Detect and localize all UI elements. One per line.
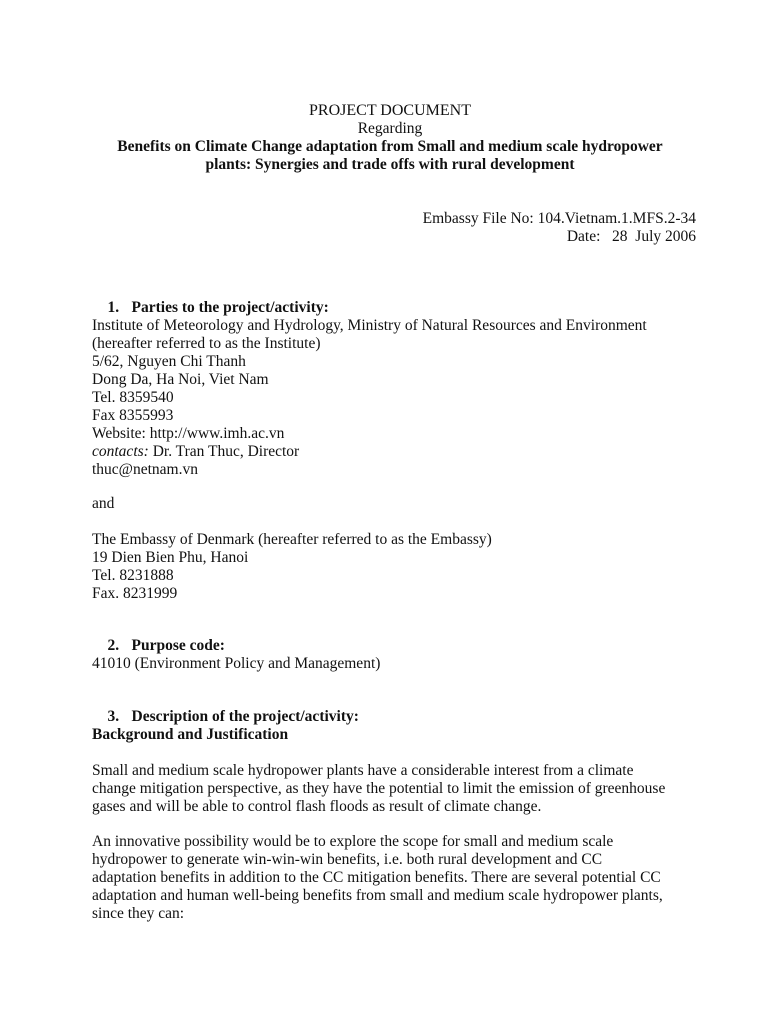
party-1-name: Institute of Meteorology and Hydrology, Ministry of Natural Resources and Environment <box>92 317 647 334</box>
regarding-label: Regarding <box>357 120 423 137</box>
document-title-block <box>60 102 720 174</box>
party-1-address-1: 5/62, Nguyen Chi Thanh <box>92 353 246 370</box>
background-paragraph-2 <box>92 833 702 923</box>
paragraph-line: An innovative possibility would be to explore the scope for small and medium scale <box>92 833 614 850</box>
party-1-email: thuc@netnam.vn <box>92 461 198 478</box>
background-subheading: Background and Justification <box>92 726 289 743</box>
purpose-code-block <box>92 655 712 673</box>
paragraph-line: since they can: <box>92 905 185 922</box>
contacts-label: contacts: <box>92 443 149 460</box>
document-title-line-2: plants: Synergies and trade offs with rural development <box>205 156 575 173</box>
contacts-value: Dr. Tran Thuc, Director <box>148 443 300 460</box>
paragraph-line: Small and medium scale hydropower plants have a considerable interest from a climate <box>92 762 634 779</box>
paragraph-line: hydropower to generate win-win-win benefits, i.e. both rural development and CC <box>92 851 603 868</box>
party-2-fax: Fax. 8231999 <box>92 585 178 602</box>
section-3-title: Description of the project/activity: <box>131 708 359 725</box>
background-paragraph-1 <box>92 762 702 816</box>
party-2-tel: Tel. 8231888 <box>92 567 174 584</box>
document-title-line-1: Benefits on Climate Change adaptation from Small and medium scale hydropower <box>117 138 663 155</box>
document-type: PROJECT DOCUMENT <box>309 102 471 119</box>
section-3-number: 3. <box>107 708 120 725</box>
paragraph-line: gases and will be able to control flash floods as result of climate change. <box>92 798 542 815</box>
paragraph-line: adaptation and human well-being benefits from small and medium scale hydropower plants, <box>92 887 663 904</box>
section-1-title: Parties to the project/activity: <box>131 299 329 316</box>
document-date: Date: 28 July 2006 <box>566 228 696 245</box>
paragraph-line: adaptation benefits in addition to the CC mitigation benefits. There are several potential CC <box>92 869 661 886</box>
party-1-tel: Tel. 8359540 <box>92 389 174 406</box>
party-1-website: Website: http://www.imh.ac.vn <box>92 425 285 442</box>
party-2-name: The Embassy of Denmark (hereafter referred to as the Embassy) <box>92 531 492 548</box>
section-1-number: 1. <box>107 299 120 316</box>
party-1-fax: Fax 8355993 <box>92 407 174 424</box>
party-2-block <box>92 531 712 603</box>
party-1-address-2: Dong Da, Ha Noi, Viet Nam <box>92 371 269 388</box>
party-1-alias: (hereafter referred to as the Institute) <box>92 335 321 352</box>
section-2-title: Purpose code: <box>131 637 225 654</box>
purpose-code: 41010 (Environment Policy and Management) <box>92 655 381 672</box>
paragraph-line: change mitigation perspective, as they have the potential to limit the emission of greenhouse <box>92 780 666 797</box>
and-connector <box>92 495 712 513</box>
party-1-contacts <box>92 443 712 461</box>
and-text: and <box>92 495 115 512</box>
file-info <box>423 210 696 246</box>
party-1-block <box>92 317 712 479</box>
embassy-file-number: Embassy File No: 104.Vietnam.1.MFS.2-34 <box>422 210 696 227</box>
party-2-address: 19 Dien Bien Phu, Hanoi <box>92 549 249 566</box>
section-2-number: 2. <box>107 637 120 654</box>
